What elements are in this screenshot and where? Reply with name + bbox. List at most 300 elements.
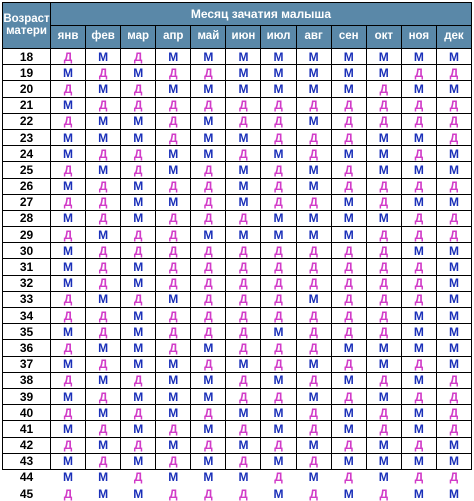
gender-cell: М xyxy=(226,81,260,96)
mother-age-cell: 34 xyxy=(3,308,50,323)
gender-cell: Д xyxy=(156,114,190,129)
gender-cell: Д xyxy=(51,292,85,307)
gender-cell: Д xyxy=(261,292,295,307)
gender-cell: Д xyxy=(226,98,260,113)
mother-age-cell: 26 xyxy=(3,179,50,194)
gender-cell: Д xyxy=(51,405,85,420)
gender-cell: Д xyxy=(156,276,190,291)
gender-cell: М xyxy=(51,454,85,469)
gender-cell: Д xyxy=(226,373,260,388)
gender-cell: Д xyxy=(226,324,260,339)
gender-cell: Д xyxy=(121,146,155,161)
gender-cell: М xyxy=(51,389,85,404)
gender-cell: М xyxy=(156,292,190,307)
gender-cell: Д xyxy=(121,373,155,388)
mother-age-cell: 23 xyxy=(3,130,50,145)
gender-cell: Д xyxy=(51,81,85,96)
gender-cell: М xyxy=(86,470,120,485)
gender-cell: М xyxy=(332,405,366,420)
mother-age-cell: 19 xyxy=(3,65,50,80)
gender-cell: М xyxy=(191,470,225,485)
gender-cell: М xyxy=(156,81,190,96)
gender-cell: Д xyxy=(156,65,190,80)
gender-cell: М xyxy=(156,373,190,388)
gender-cell: М xyxy=(367,470,401,485)
gender-cell: Д xyxy=(297,276,331,291)
gender-cell: М xyxy=(261,81,295,96)
gender-cell: М xyxy=(156,195,190,210)
gender-cell: Д xyxy=(226,114,260,129)
age-column-header xyxy=(3,3,50,48)
gender-cell: Д xyxy=(261,340,295,355)
gender-cell: Д xyxy=(332,179,366,194)
gender-cell: Д xyxy=(51,227,85,242)
gender-cell: Д xyxy=(332,276,366,291)
gender-cell: Д xyxy=(156,454,190,469)
gender-cell: М xyxy=(121,421,155,436)
gender-cell: Д xyxy=(191,308,225,323)
gender-cell: Д xyxy=(156,421,190,436)
gender-cell: Д xyxy=(86,324,120,339)
gender-cell: Д xyxy=(402,292,436,307)
gender-cell: М xyxy=(297,211,331,226)
gender-cell: Д xyxy=(86,243,120,258)
month-title-header: Месяц зачатия малыша xyxy=(51,3,471,25)
gender-cell: Д xyxy=(402,259,436,274)
gender-cell: М xyxy=(367,49,401,64)
gender-cell: Д xyxy=(51,340,85,355)
gender-cell: Д xyxy=(332,259,366,274)
gender-cell: М xyxy=(121,486,155,501)
gender-cell: Д xyxy=(226,454,260,469)
month-header: мар xyxy=(121,26,155,48)
gender-cell: Д xyxy=(156,227,190,242)
mother-age-cell: 41 xyxy=(3,421,50,436)
gender-cell: М xyxy=(402,130,436,145)
gender-cell: М xyxy=(86,162,120,177)
gender-cell: М xyxy=(86,292,120,307)
gender-cell: Д xyxy=(437,179,471,194)
gender-cell: М xyxy=(121,454,155,469)
gender-cell: Д xyxy=(261,162,295,177)
gender-cell: М xyxy=(297,438,331,453)
gender-cell: М xyxy=(121,211,155,226)
gender-cell: Д xyxy=(402,276,436,291)
gender-cell: М xyxy=(437,486,471,501)
gender-cell: Д xyxy=(51,486,85,501)
gender-cell: Д xyxy=(191,179,225,194)
gender-cell: М xyxy=(402,243,436,258)
month-header: фев xyxy=(86,26,120,48)
gender-cell: Д xyxy=(121,98,155,113)
gender-cell: Д xyxy=(261,98,295,113)
gender-chart-table xyxy=(2,2,472,501)
gender-cell: М xyxy=(121,195,155,210)
gender-cell: Д xyxy=(51,162,85,177)
gender-cell: Д xyxy=(86,454,120,469)
gender-cell: М xyxy=(121,276,155,291)
gender-cell: Д xyxy=(332,389,366,404)
gender-cell: Д xyxy=(297,259,331,274)
gender-cell: Д xyxy=(261,114,295,129)
gender-cell: Д xyxy=(191,438,225,453)
gender-cell: Д xyxy=(437,130,471,145)
gender-cell: М xyxy=(86,438,120,453)
gender-cell: М xyxy=(402,49,436,64)
gender-cell: М xyxy=(297,162,331,177)
gender-cell: Д xyxy=(121,405,155,420)
month-header: окт xyxy=(367,26,401,48)
gender-cell: Д xyxy=(226,308,260,323)
gender-cell: Д xyxy=(402,179,436,194)
gender-cell: Д xyxy=(297,98,331,113)
gender-cell: Д xyxy=(297,324,331,339)
mother-age-cell: 22 xyxy=(3,114,50,129)
gender-cell: М xyxy=(437,162,471,177)
gender-cell: Д xyxy=(367,405,401,420)
gender-cell: М xyxy=(367,454,401,469)
gender-cell: М xyxy=(261,324,295,339)
gender-cell: Д xyxy=(367,276,401,291)
gender-cell: М xyxy=(191,114,225,129)
gender-cell: Д xyxy=(86,259,120,274)
mother-age-cell: 30 xyxy=(3,243,50,258)
gender-cell: М xyxy=(297,179,331,194)
gender-cell: Д xyxy=(191,276,225,291)
gender-cell: М xyxy=(226,227,260,242)
gender-cell: Д xyxy=(297,405,331,420)
gender-cell: Д xyxy=(121,49,155,64)
gender-cell: М xyxy=(261,65,295,80)
mother-age-cell: 36 xyxy=(3,340,50,355)
month-header: ноя xyxy=(402,26,436,48)
gender-cell: Д xyxy=(297,421,331,436)
gender-cell: М xyxy=(226,195,260,210)
month-header: авг xyxy=(297,26,331,48)
gender-cell: Д xyxy=(332,324,366,339)
gender-cell: М xyxy=(51,146,85,161)
gender-cell: Д xyxy=(261,438,295,453)
gender-cell: М xyxy=(297,389,331,404)
gender-cell: М xyxy=(51,470,85,485)
gender-cell: М xyxy=(226,49,260,64)
gender-cell: М xyxy=(332,373,366,388)
gender-cell: М xyxy=(402,421,436,436)
gender-cell: М xyxy=(261,373,295,388)
gender-cell: М xyxy=(226,405,260,420)
gender-cell: М xyxy=(156,389,190,404)
gender-cell: Д xyxy=(86,421,120,436)
gender-cell: М xyxy=(156,438,190,453)
gender-cell: Д xyxy=(297,243,331,258)
gender-cell: Д xyxy=(402,438,436,453)
gender-cell: Д xyxy=(191,292,225,307)
gender-cell: Д xyxy=(261,389,295,404)
gender-cell: М xyxy=(367,389,401,404)
mother-age-cell: 42 xyxy=(3,438,50,453)
gender-cell: М xyxy=(226,438,260,453)
mother-age-cell: 37 xyxy=(3,357,50,372)
gender-cell: Д xyxy=(261,130,295,145)
gender-cell: Д xyxy=(86,146,120,161)
gender-cell: М xyxy=(437,454,471,469)
gender-cell: Д xyxy=(226,259,260,274)
mother-age-cell: 32 xyxy=(3,276,50,291)
mother-age-cell: 27 xyxy=(3,195,50,210)
gender-cell: М xyxy=(367,340,401,355)
gender-cell: Д xyxy=(402,114,436,129)
mother-age-cell: 24 xyxy=(3,146,50,161)
gender-cell: Д xyxy=(402,65,436,80)
gender-cell: М xyxy=(437,276,471,291)
gender-cell: Д xyxy=(191,405,225,420)
gender-cell: М xyxy=(191,421,225,436)
gender-cell: М xyxy=(226,162,260,177)
gender-cell: М xyxy=(332,146,366,161)
gender-cell: М xyxy=(51,421,85,436)
gender-cell: Д xyxy=(86,179,120,194)
mother-age-cell: 29 xyxy=(3,227,50,242)
mother-age-cell: 21 xyxy=(3,98,50,113)
gender-cell: М xyxy=(121,389,155,404)
gender-cell: М xyxy=(332,227,366,242)
month-header: июн xyxy=(226,26,260,48)
gender-cell: М xyxy=(156,49,190,64)
gender-cell: М xyxy=(86,227,120,242)
gender-cell: М xyxy=(367,211,401,226)
gender-cell: Д xyxy=(191,195,225,210)
mother-age-cell: 20 xyxy=(3,81,50,96)
gender-cell: Д xyxy=(51,49,85,64)
gender-cell: М xyxy=(86,130,120,145)
gender-cell: Д xyxy=(367,179,401,194)
gender-cell: М xyxy=(51,259,85,274)
gender-cell: М xyxy=(121,65,155,80)
gender-cell: Д xyxy=(156,259,190,274)
gender-cell: Д xyxy=(367,259,401,274)
gender-cell: Д xyxy=(437,211,471,226)
gender-cell: Д xyxy=(297,373,331,388)
gender-cell: М xyxy=(437,340,471,355)
gender-cell: М xyxy=(332,195,366,210)
gender-cell: М xyxy=(121,324,155,339)
mother-age-cell: 43 xyxy=(3,454,50,469)
gender-cell: Д xyxy=(156,130,190,145)
gender-cell: Д xyxy=(51,114,85,129)
gender-cell: Д xyxy=(261,259,295,274)
gender-cell: Д xyxy=(86,98,120,113)
gender-cell: М xyxy=(121,308,155,323)
gender-cell: М xyxy=(51,276,85,291)
gender-cell: М xyxy=(297,65,331,80)
gender-cell: Д xyxy=(226,389,260,404)
gender-cell: Д xyxy=(121,292,155,307)
gender-cell: Д xyxy=(367,421,401,436)
gender-cell: М xyxy=(402,373,436,388)
gender-cell: Д xyxy=(437,389,471,404)
gender-cell: М xyxy=(437,259,471,274)
gender-cell: М xyxy=(156,162,190,177)
gender-cell: Д xyxy=(437,470,471,485)
gender-cell: М xyxy=(437,81,471,96)
gender-cell: Д xyxy=(121,227,155,242)
gender-cell: М xyxy=(437,308,471,323)
gender-cell: Д xyxy=(261,243,295,258)
gender-cell: Д xyxy=(191,162,225,177)
gender-cell: Д xyxy=(367,292,401,307)
gender-cell: Д xyxy=(86,357,120,372)
gender-cell: Д xyxy=(191,65,225,80)
gender-cell: М xyxy=(402,340,436,355)
gender-cell: Д xyxy=(367,324,401,339)
gender-cell: М xyxy=(332,486,366,501)
month-header: апр xyxy=(156,26,190,48)
gender-cell: М xyxy=(191,227,225,242)
gender-cell: Д xyxy=(86,389,120,404)
gender-cell: М xyxy=(226,130,260,145)
gender-cell: Д xyxy=(156,324,190,339)
gender-cell: Д xyxy=(191,259,225,274)
gender-cell: Д xyxy=(402,357,436,372)
gender-cell: М xyxy=(437,438,471,453)
gender-cell: М xyxy=(332,454,366,469)
gender-cell: М xyxy=(261,405,295,420)
gender-cell: М xyxy=(261,49,295,64)
mother-age-cell: 38 xyxy=(3,373,50,388)
gender-cell: Д xyxy=(332,98,366,113)
gender-cell: М xyxy=(156,357,190,372)
gender-cell: М xyxy=(297,114,331,129)
gender-cell: М xyxy=(86,405,120,420)
gender-cell: М xyxy=(402,81,436,96)
gender-cell: М xyxy=(51,211,85,226)
gender-cell: Д xyxy=(226,421,260,436)
gender-cell: М xyxy=(191,340,225,355)
gender-cell: Д xyxy=(51,308,85,323)
gender-cell: Д xyxy=(191,243,225,258)
mother-age-cell: 35 xyxy=(3,324,50,339)
gender-cell: Д xyxy=(191,357,225,372)
gender-cell: Д xyxy=(402,470,436,485)
gender-cell: Д xyxy=(437,65,471,80)
gender-cell: М xyxy=(437,357,471,372)
gender-cell: Д xyxy=(191,211,225,226)
gender-cell: Д xyxy=(226,486,260,501)
gender-cell: М xyxy=(156,146,190,161)
gender-cell: Д xyxy=(367,227,401,242)
gender-cell: Д xyxy=(156,308,190,323)
gender-cell: М xyxy=(156,405,190,420)
gender-cell: М xyxy=(367,130,401,145)
gender-cell: Д xyxy=(261,195,295,210)
gender-cell: М xyxy=(437,243,471,258)
gender-cell: Д xyxy=(297,130,331,145)
gender-cell: Д xyxy=(226,243,260,258)
gender-cell: М xyxy=(191,81,225,96)
month-header: янв xyxy=(51,26,85,48)
gender-cell: Д xyxy=(437,405,471,420)
gender-cell: М xyxy=(51,243,85,258)
gender-cell: М xyxy=(51,357,85,372)
gender-cell: М xyxy=(437,292,471,307)
gender-cell: М xyxy=(226,65,260,80)
gender-cell: М xyxy=(367,146,401,161)
gender-cell: Д xyxy=(367,243,401,258)
gender-cell: Д xyxy=(226,340,260,355)
gender-cell: М xyxy=(121,179,155,194)
gender-cell: Д xyxy=(86,211,120,226)
gender-cell: М xyxy=(121,114,155,129)
month-header: дек xyxy=(437,26,471,48)
gender-cell: М xyxy=(191,146,225,161)
gender-cell: М xyxy=(261,227,295,242)
gender-cell: М xyxy=(332,81,366,96)
gender-cell: Д xyxy=(51,438,85,453)
gender-cell: М xyxy=(51,65,85,80)
age-header-line1: Возраст xyxy=(3,13,50,25)
mother-age-cell: 25 xyxy=(3,162,50,177)
gender-cell: Д xyxy=(191,486,225,501)
mother-age-cell: 45 xyxy=(3,486,50,501)
gender-cell: М xyxy=(86,486,120,501)
mother-age-cell: 39 xyxy=(3,389,50,404)
gender-cell: Д xyxy=(367,308,401,323)
gender-cell: Д xyxy=(437,227,471,242)
gender-cell: Д xyxy=(86,276,120,291)
gender-cell: Д xyxy=(261,308,295,323)
gender-cell: Д xyxy=(121,438,155,453)
gender-cell: М xyxy=(437,324,471,339)
gender-cell: М xyxy=(261,421,295,436)
gender-cell: Д xyxy=(297,486,331,501)
gender-cell: М xyxy=(297,357,331,372)
gender-cell: Д xyxy=(191,324,225,339)
gender-cell: Д xyxy=(121,81,155,96)
gender-cell: Д xyxy=(332,470,366,485)
gender-cell: М xyxy=(226,470,260,485)
month-header: июл xyxy=(261,26,295,48)
gender-cell: М xyxy=(51,179,85,194)
month-header: сен xyxy=(332,26,366,48)
gender-cell: М xyxy=(226,179,260,194)
gender-cell: М xyxy=(86,340,120,355)
gender-cell: Д xyxy=(367,195,401,210)
gender-cell: Д xyxy=(402,98,436,113)
gender-cell: Д xyxy=(86,308,120,323)
gender-cell: М xyxy=(402,405,436,420)
gender-cell: Д xyxy=(226,276,260,291)
gender-cell: М xyxy=(437,146,471,161)
gender-cell: М xyxy=(156,470,190,485)
gender-cell: Д xyxy=(226,146,260,161)
gender-cell: М xyxy=(332,65,366,80)
gender-cell: М xyxy=(261,146,295,161)
gender-cell: Д xyxy=(86,65,120,80)
gender-cell: Д xyxy=(332,243,366,258)
gender-cell: Д xyxy=(332,130,366,145)
gender-cell: М xyxy=(367,438,401,453)
gender-cell: Д xyxy=(367,114,401,129)
gender-cell: Д xyxy=(261,357,295,372)
gender-cell: М xyxy=(437,49,471,64)
gender-cell: Д xyxy=(51,195,85,210)
gender-cell: Д xyxy=(437,114,471,129)
gender-cell: М xyxy=(367,65,401,80)
gender-cell: М xyxy=(191,454,225,469)
gender-cell: М xyxy=(86,49,120,64)
mother-age-cell: 44 xyxy=(3,470,50,485)
gender-cell: Д xyxy=(156,179,190,194)
